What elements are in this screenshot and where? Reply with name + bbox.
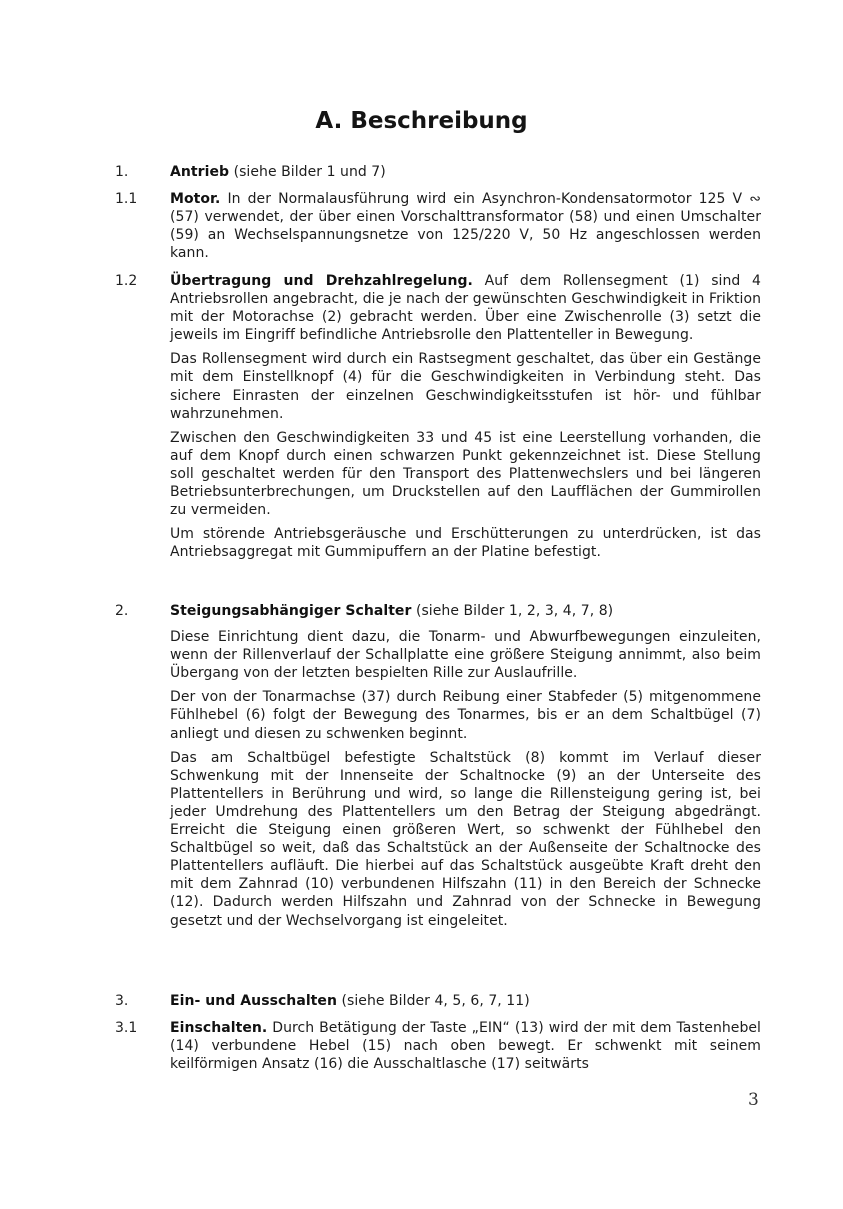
page-title: A. Beschreibung <box>315 108 528 134</box>
section-number: 1. <box>115 164 129 180</box>
paragraph-lead: Motor. <box>170 191 221 207</box>
paragraph-text: In der Normalausführung wird ein Asynchron-Kondensatormotor 125 V ∾ (57) verwendet, der über einen Vorschalttransformator (58) und einen Umschalter (59) an Wechselspannungsnetze von 125/220 V, 50 Hz angeschlossen werden kann. <box>170 191 761 262</box>
section-heading: Antrieb <box>170 164 230 180</box>
paragraph: Diese Einrichtung dient dazu, die Tonarm- und Abwurfbewegungen einzuleiten, wenn der Rillenverlauf der Schallplatte eine größere Steigung annimmt, also beim Übergang von der letzten bespielten Rille zur Auslaufrille. <box>170 629 761 682</box>
paragraph <box>170 272 761 344</box>
section-number: 1.1 <box>115 191 138 207</box>
section-body <box>170 190 761 268</box>
page-number: 3 <box>748 1090 759 1110</box>
paragraph: Der von der Tonarmachse (37) durch Reibung einer Stabfeder (5) mitgenommene Fühlhebel (6) folgt der Bewegung des Tonarmes, bis er an dem Schaltbügel (7) anliegt und diesen zu schwenken beginnt. <box>170 689 761 742</box>
paragraph <box>170 1019 761 1073</box>
section-heading-line <box>170 992 761 1010</box>
paragraph: Um störende Antriebsgeräusche und Erschütterungen zu unterdrücken, ist das Antriebsaggregat mit Gummipuffern an der Platine befestigt. <box>170 526 761 561</box>
section-body <box>170 1019 761 1079</box>
section-body <box>170 602 761 936</box>
section-heading-line <box>170 602 761 620</box>
figure-reference: (siehe Bilder 1, 2, 3, 4, 7, 8) <box>411 603 614 619</box>
paragraph: Das am Schaltbügel befestigte Schaltstück (8) kommt im Verlauf dieser Schwenkung mit der Innenseite der Schaltnocke (9) an der Unterseite des Plattentellers in Berührung und wird, so lange die Rillensteigung gering ist, bei jeder Umdrehung des Plattentellers um den Betrag der Steigung abgedrängt. Erreicht die Steigung einen größeren Wert, so schwenkt der Fühlhebel den Schaltbügel so weit, daß das Schaltstück an der Außenseite der Schaltnocke des Plattentellers aufläuft. Die hierbei auf das Schaltstück ausgeübte Kraft dreht den mit dem Zahnrad (10) verbundenen Hilfszahn (11) in den Bereich der Schnecke (12). Dadurch werden Hilfszahn und Zahnrad von der Schnecke in Bewegung gesetzt und der Wechselvorgang ist eingeleitet. <box>170 749 761 929</box>
paragraph-lead: Einschalten. <box>170 1020 268 1036</box>
paragraph-text: Durch Betätigung der Taste „EIN“ (13) wird der mit dem Tastenhebel (14) verbundene Hebel (15) nach oben bewegt. Er schwenkt mit seinem keilförmigen Ansatz (16) die Ausschaltlasche (17) seitwärts <box>170 1020 761 1073</box>
section-heading: Ein- und Ausschalten <box>170 993 337 1009</box>
paragraph <box>170 190 761 262</box>
section-number: 2. <box>115 603 129 619</box>
section-body <box>170 272 761 567</box>
figure-reference: (siehe Bilder 1 und 7) <box>229 164 386 180</box>
paragraph-lead: Übertragung und Drehzahlregelung. <box>170 273 473 289</box>
section-number: 3. <box>115 993 129 1009</box>
figure-reference: (siehe Bilder 4, 5, 6, 7, 11) <box>336 993 530 1009</box>
section-number: 1.2 <box>115 273 138 289</box>
section-number: 3.1 <box>115 1020 138 1036</box>
paragraph-text: Auf dem Rollensegment (1) sind 4 Antriebsrollen angebracht, die je nach der gewünschten Geschwindigkeit in Friktion mit der Motorachse (2) gebracht werden. Über eine Zwischenrolle (3) setzt die jeweils im Eingriff befindliche Antriebsrolle den Plattenteller in Bewegung. <box>170 273 761 344</box>
paragraph: Zwischen den Geschwindigkeiten 33 und 45 ist eine Leerstellung vorhanden, die auf dem Knopf durch einen schwarzen Punkt gekennzeichnet ist. Diese Stellung soll geschaltet werden für den Transport des Plattenwechslers und bei längeren Betriebsunterbrechungen, um Druckstellen auf den Laufflächen der Gummirollen zu vermeiden. <box>170 429 761 519</box>
section-heading: Steigungsabhängiger Schalter <box>170 603 412 619</box>
section-heading-line <box>170 163 761 181</box>
paragraph: Das Rollensegment wird durch ein Rastsegment geschaltet, das über ein Gestänge mit dem Einstellknopf (4) für die Geschwindigkeiten in Verbindung steht. Das sichere Einrasten der einzelnen Geschwindigkeitsstufen ist hör- und fühlbar wahrzunehmen. <box>170 351 761 422</box>
